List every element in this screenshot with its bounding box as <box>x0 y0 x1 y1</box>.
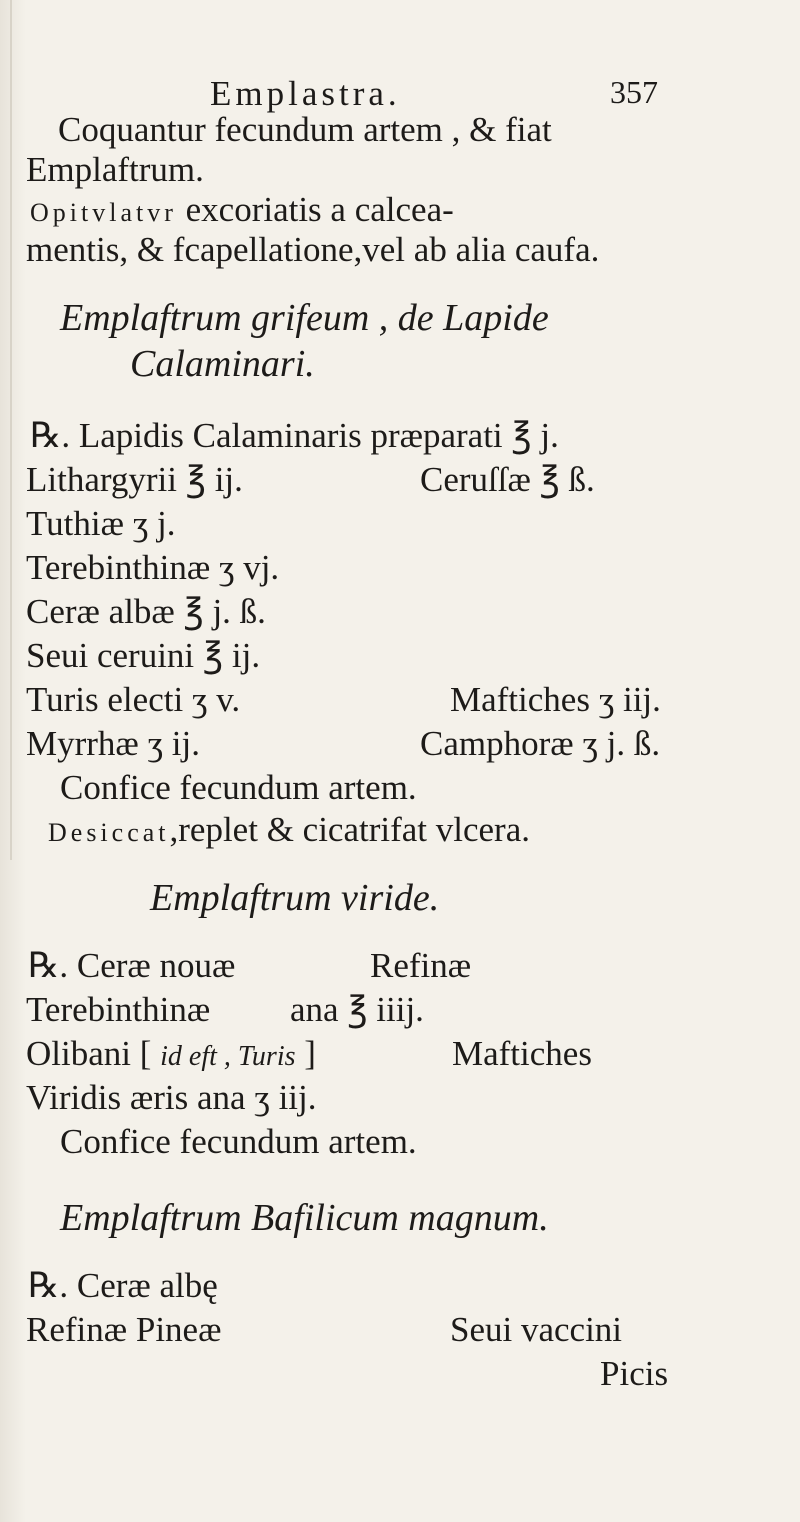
text-segment: excoriatis a calcea- <box>185 190 454 229</box>
small-caps-word: Desiccat <box>48 818 170 847</box>
recipe-title: Emplaftrum grifeum , de Lapide <box>60 297 549 339</box>
text-line: mentis, & fcapellatione,vel ab alia caufa. <box>26 230 600 269</box>
ingredient-line: Ceræ albæ ℥ j. ß. <box>26 592 266 631</box>
recipe-title: Calaminari. <box>130 343 315 385</box>
ingredient-line: Turis electi ʒ v. <box>26 680 241 719</box>
ingredient-line: Camphoræ ʒ j. ß. <box>420 724 661 763</box>
text-line <box>48 810 530 853</box>
ingredient-line: Tuthiæ ʒ j. <box>26 504 176 543</box>
ingredient-line: Terebinthinæ ʒ vj. <box>26 548 280 587</box>
ingredient-line: ℞. Lapidis Calaminaris præparati ℥ j. <box>30 416 559 455</box>
page-number: 357 <box>610 74 658 110</box>
page-gutter <box>0 0 26 1522</box>
ingredient-line <box>26 1034 316 1077</box>
text-segment: ,replet & cicatrifat vlcera. <box>169 810 530 849</box>
text-segment: ] <box>304 1034 316 1073</box>
ingredient-line: Seui ceruini ℥ ij. <box>26 636 261 675</box>
text-line <box>30 190 454 233</box>
text-segment: Olibani [ <box>26 1034 152 1073</box>
ingredient-line: Maftiches ʒ iij. <box>450 680 661 719</box>
text-line: Confice fecundum artem. <box>60 1122 417 1161</box>
ingredient-line: Maftiches <box>452 1034 592 1073</box>
recipe-title: Emplaftrum viride. <box>150 877 440 919</box>
ingredient-line: Myrrhæ ʒ ij. <box>26 724 201 763</box>
ingredient-line: Refinæ <box>370 946 472 985</box>
ingredient-line: Lithargyrii ℥ ij. <box>26 460 243 499</box>
running-title: Emplastra. <box>210 74 401 113</box>
ingredient-line: ℞. Ceræ nouæ <box>28 946 236 985</box>
ingredient-line: Terebinthinæ <box>26 990 211 1029</box>
ingredient-line: Refinæ Pineæ <box>26 1310 222 1349</box>
ingredient-line: ℞. Ceræ albę <box>28 1266 218 1305</box>
small-caps-word: Opitvlatvr <box>30 198 177 227</box>
text-line: Confice fecundum artem. <box>60 768 417 807</box>
ingredient-line: ana ℥ iiij. <box>290 990 424 1029</box>
italic-gloss: id eft , Turis <box>160 1041 296 1072</box>
ingredient-line: Ceruſſæ ℥ ß. <box>420 460 595 499</box>
text-line: Coquantur fecundum artem , & fiat <box>58 110 552 149</box>
recipe-title: Emplaftrum Bafilicum magnum. <box>60 1197 549 1239</box>
text-line: Emplaftrum. <box>26 150 204 189</box>
ingredient-line: Viridis æris ana ʒ iij. <box>26 1078 317 1117</box>
ingredient-line: Picis <box>600 1354 669 1393</box>
gutter-line <box>10 0 12 860</box>
ingredient-line: Seui vaccini <box>450 1310 623 1349</box>
